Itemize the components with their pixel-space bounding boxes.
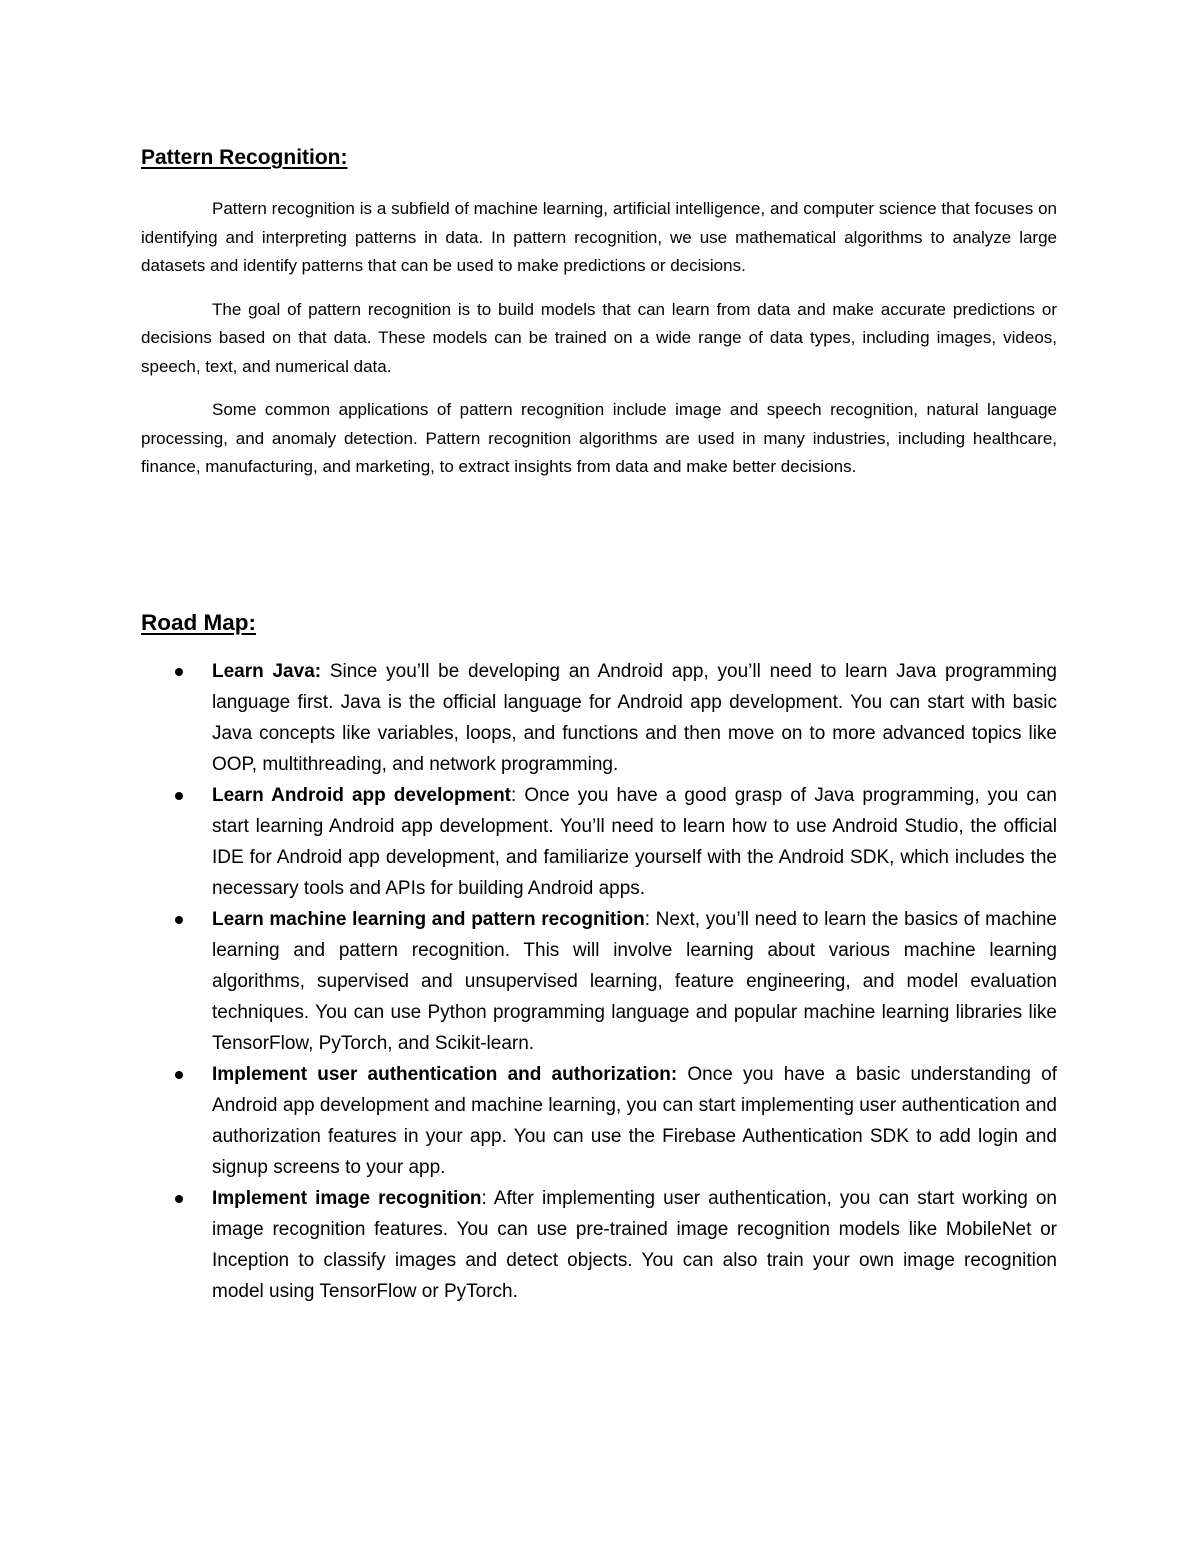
bullet-icon [175, 668, 183, 676]
item-label: Learn machine learning and pattern recognition [212, 909, 645, 930]
item-text: : Next, you’ll need to learn the basics of machine learning and pattern recognition. This will involve learning about various machine learning algorithms, supervised and unsupervised learning, feature engineering, and model evaluation techniques. You can use Python programming language and popular machine learning libraries like TensorFlow, PyTorch, and Scikit-learn. [212, 909, 1057, 1054]
pattern-recognition-heading: Pattern Recognition: [141, 146, 348, 169]
item-text: : After implementing user authentication, you can start working on image recognition features. You can use pre-trained image recognition models like MobileNet or Inception to classify images and detect objects. You can also train your own image recognition model using TensorFlow or PyTorch. [212, 1188, 1057, 1302]
item-text: Once you have a basic understanding of Android app development and machine learning, you can start implementing user authentication and authorization features in your app. You can use the Firebase Authentication SDK to add login and signup screens to your app. [212, 1064, 1057, 1178]
item-label: Implement user authentication and authorization: [212, 1064, 678, 1085]
item-label: Implement image recognition [212, 1188, 482, 1209]
road-map-item-learn-ml [141, 904, 1057, 1059]
bullet-icon [175, 1195, 183, 1203]
item-label: Learn Android app development [212, 785, 511, 806]
item-text: Since you’ll be developing an Android app, you’ll need to learn Java programming language first. Java is the official language for Android app development. You can start with basic Java concepts like variables, loops, and functions and then move on to more advanced topics like OOP, multithreading, and network programming. [212, 661, 1057, 775]
bullet-icon [175, 916, 183, 924]
paragraph-definition: Pattern recognition is a subfield of machine learning, artificial intelligence, and computer science that focuses on identifying and interpreting patterns in data. In pattern recognition, we use mathematical algorithms to analyze large datasets and identify patterns that can be used to make predictions or decisions. [141, 199, 1057, 275]
bullet-icon [175, 1071, 183, 1079]
pattern-recognition-section [141, 195, 1057, 497]
item-text: : Once you have a good grasp of Java programming, you can start learning Android app development. You’ll need to learn how to use Android Studio, the official IDE for Android app development, and familiarize yourself with the Android SDK, which includes the necessary tools and APIs for building Android apps. [212, 785, 1057, 899]
road-map-item-authentication [141, 1059, 1057, 1183]
paragraph-applications: Some common applications of pattern recognition include image and speech recognition, natural language processing, and anomaly detection. Pattern recognition algorithms are used in many industries, including healthcare, finance, manufacturing, and marketing, to extract insights from data and make better decisions. [141, 400, 1057, 476]
road-map-item-image-recognition [141, 1183, 1057, 1307]
road-map-heading: Road Map: [141, 610, 256, 635]
paragraph-goal: The goal of pattern recognition is to build models that can learn from data and make accurate predictions or decisions based on that data. These models can be trained on a wide range of data types, including images, videos, speech, text, and numerical data. [141, 299, 1057, 376]
road-map-list [141, 656, 1057, 1307]
road-map-item-learn-android [141, 780, 1057, 904]
item-label: Learn Java: [212, 661, 322, 682]
bullet-icon [175, 792, 183, 800]
road-map-item-learn-java [141, 656, 1057, 780]
